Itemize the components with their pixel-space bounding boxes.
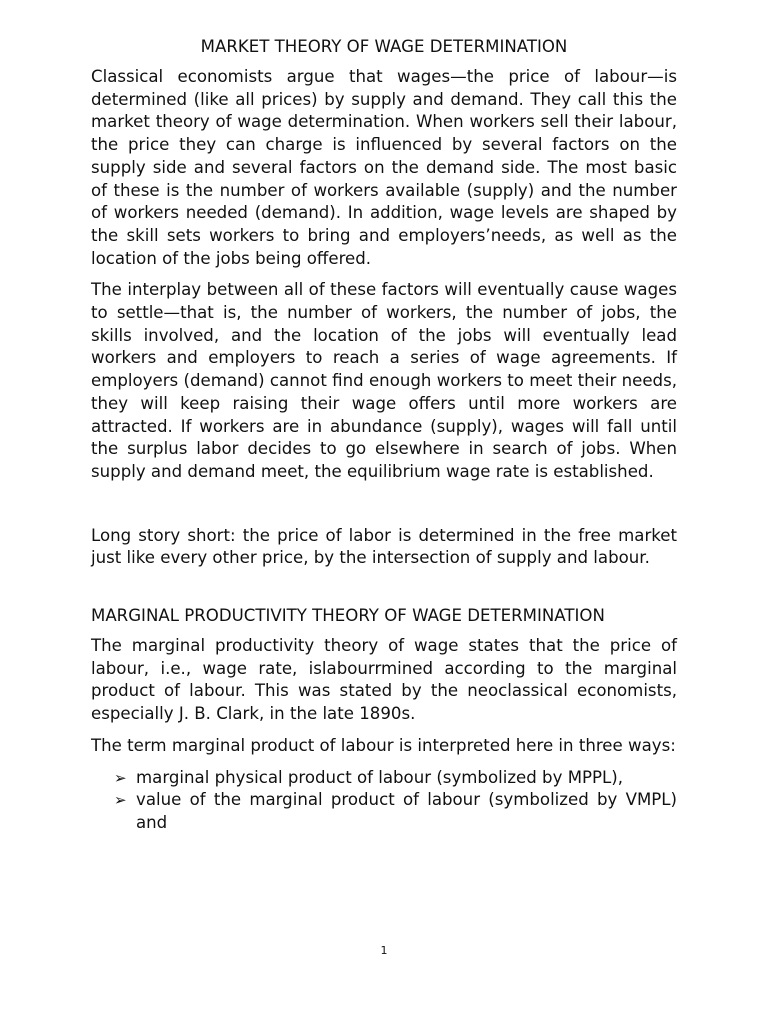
- list-item: [114, 789, 677, 834]
- paragraph-marginal-productivity-theory: The marginal productivity theory of wage states that the price of labour, i.e., wage rate, islabourrmined according to the marginal product of labour. This was stated by the neoclassical economists, especially J. B. Clark, in the late 1890s.: [91, 636, 677, 724]
- paragraph-interplay: The interplay between all of these factors will eventually cause wages to settle—that is, the number of workers, the number of jobs, the skills involved, and the location of the jobs will eventually lead workers and employers to reach a series of wage agreements. If employers (demand) cannot find enough workers to meet their needs, they will keep raising their wage offers until more workers are attracted. If workers are in abundance (supply), wages will fall until the surplus labor decides to go elsewhere in search of jobs. When supply and demand meet, the equilibrium wage rate is established.: [91, 280, 677, 481]
- list-item-text: marginal physical product of labour (symbolized by MPPL),: [136, 767, 624, 787]
- page-number: 1: [380, 944, 388, 957]
- paragraph-long-story-short: Long story short: the price of labor is determined in the free market just like every other price, by the intersection of supply and labour.: [91, 525, 677, 568]
- arrow-bullet-icon: ➢: [114, 791, 127, 810]
- bullet-list: [91, 767, 677, 835]
- arrow-bullet-icon: ➢: [114, 768, 127, 787]
- section-heading-market-theory: MARKET THEORY OF WAGE DETERMINATION: [200, 37, 568, 56]
- section-heading-marginal-productivity: MARGINAL PRODUCTIVITY THEORY OF WAGE DETERMINATION: [91, 606, 605, 626]
- list-item: [114, 767, 677, 790]
- document-page: [91, 35, 677, 835]
- paragraph-three-ways: The term marginal product of labour is interpreted here in three ways:: [91, 735, 676, 755]
- paragraph-classical-economists: Classical economists argue that wages—the price of labour—is determined (like all prices) by supply and demand. They call this the market theory of wage determination. When workers sell their labour, the price they can charge is influenced by several factors on the supply side and several factors on the demand side. The most basic of these is the number of workers available (supply) and the number of workers needed (demand). In addition, wage levels are shaped by the skill sets workers to bring and employers’needs, as well as the location of the jobs being offered.: [91, 67, 677, 268]
- list-item-text: value of the marginal product of labour (symbolized by VMPL) and: [136, 790, 677, 832]
